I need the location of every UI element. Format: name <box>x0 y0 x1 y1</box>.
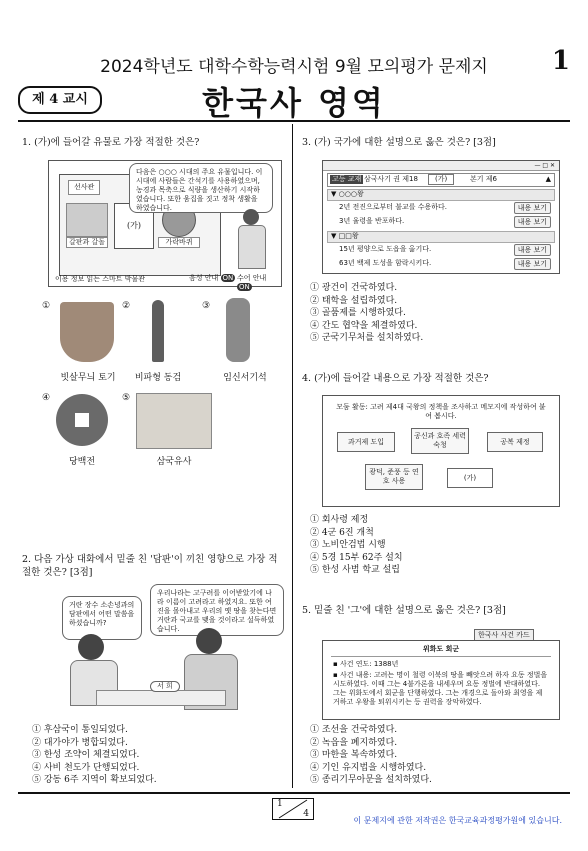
q1-option-4[interactable]: 당백전 <box>68 457 96 467</box>
q5-option-4[interactable]: ④ 기인 유지법을 시행하였다. <box>310 762 427 773</box>
person-head <box>243 209 259 225</box>
q4-option-3[interactable]: ③ 노비안검법 시행 <box>310 540 386 550</box>
copyright-notice: 이 문제지에 관한 저작권은 한국교육과정평가원에 있습니다. <box>353 816 562 825</box>
q4-stem: 4. (가)에 들어갈 내용으로 가장 적절한 것은? <box>302 373 489 384</box>
q1-option-3[interactable]: 임신서기석 <box>223 373 267 383</box>
q1-kiosk <box>48 160 282 291</box>
q1-opt-num-3: ③ <box>202 301 211 311</box>
sign-on-badge: ON <box>239 283 250 291</box>
q3-king2-row2: 63년 백제 도성을 함락시키다. <box>339 259 432 267</box>
q1-item-1 <box>66 203 108 247</box>
q5-stem: 5. 밑줄 친 '그'에 대한 설명으로 옳은 것은? [3점] <box>302 605 506 616</box>
q1-stem: 1. (가)에 들어갈 유물로 가장 적절한 것은? <box>22 137 200 148</box>
q5-option-3[interactable]: ③ 마한을 복속하였다. <box>310 750 398 760</box>
q1-footer-left: 이용 정보 읽는 스마트 박물관 <box>55 275 146 283</box>
q3-breadcrumb: 삼국사기 권 제18 <box>364 175 418 183</box>
q5-option-1[interactable]: ① 조선을 건국하였다. <box>310 725 398 735</box>
view-button[interactable]: 내용 보기 <box>514 202 551 214</box>
q5-card-year: ▪ 사건 연도: 1388년 <box>333 660 399 668</box>
q2-option-1[interactable]: ① 후삼국이 통일되었다. <box>32 725 128 735</box>
q3-option-1[interactable]: ① 광건이 건국하였다. <box>310 283 398 293</box>
q5-card-title: 위화도 회군 <box>422 645 460 653</box>
view-button[interactable]: 내용 보기 <box>514 258 551 270</box>
q3-king2-row1: 15년 평양으로 도읍을 옮기다. <box>339 245 432 253</box>
q2-stem: 2. 다음 가상 대화에서 밑줄 친 '담판'이 끼친 영향으로 가장 적절한 것은? [3점] <box>22 554 278 578</box>
q1-opt-num-4: ④ <box>42 393 51 403</box>
q5-card-body: ▪ 사건 내용: 고려는 명이 철령 이북의 땅을 빼앗으려 하자 요동 정벌을 시도하였다. 이때 그는 4불가론을 내세우며 요동 정벌에 반대하였다. 그는 위화도에서 회군을 단행하였다. 그는 개경으로 돌아와 최영을 제거하고 우왕을 퇴위시키는 등 권력을 장악하였다. <box>333 671 548 706</box>
q4-note-blank: (가) <box>447 468 493 488</box>
header-rule <box>18 120 570 122</box>
q1-guide-person <box>231 209 271 271</box>
q5-card <box>322 640 560 720</box>
seohui-head <box>196 628 222 654</box>
q4-note-2: 공신과 호족 세력 숙청 <box>411 428 469 454</box>
q1-blank-item: (가) <box>114 203 154 249</box>
footer-page-box <box>272 798 314 820</box>
q2-bubble-right: 우리나라는 고구려를 이어받았기에 나라 이름이 고려라고 하였지요. 또한 여진을 몰아내고 우리의 옛 땅을 찾는다면 거란과 국교를 맺을 것이라고 설득하였습니다. <box>150 584 284 636</box>
q3-option-3[interactable]: ③ 골품제를 시행하였다. <box>310 308 406 318</box>
q3-king2: □□왕 <box>338 232 359 240</box>
q4-board <box>322 395 560 507</box>
bronze-dagger-image <box>152 300 164 362</box>
q2-table <box>96 690 226 706</box>
footer-page-current: 1 <box>277 799 283 809</box>
q1-opt-num-1: ① <box>42 301 51 311</box>
imsin-stone-image <box>226 298 250 362</box>
audio-label: 음성 안내 <box>189 274 219 282</box>
view-button[interactable]: 내용 보기 <box>514 244 551 256</box>
column-divider <box>292 124 293 788</box>
window-controls-icon[interactable]: — □ ✕ <box>534 162 555 169</box>
q1-item-label: 가락바퀴 <box>158 237 200 248</box>
subject-title: 한국사 영역 <box>202 84 386 122</box>
q3-option-5[interactable]: ⑤ 군국기무처를 설치하였다. <box>310 333 424 343</box>
coin-hole <box>75 413 89 427</box>
q1-panel-title: 선사관 <box>68 180 100 195</box>
sign-label: 수어 안내 <box>237 274 267 282</box>
q3-app-label: 고등 교재 <box>332 175 362 183</box>
q3-blank: (가) <box>428 174 454 185</box>
grinding-stone-image <box>66 203 108 237</box>
q2-option-2[interactable]: ② 대가야가 병합되었다. <box>32 737 128 748</box>
q5-card-rule <box>331 656 551 657</box>
comb-pottery-image <box>60 302 114 362</box>
q2-bubble-left: 거란 장수 소손녕과의 담판에서 어떤 말씀을 하셨습니까? <box>62 596 142 640</box>
q3-breadcrumb-end: 본기 제6 <box>470 175 497 183</box>
q3-titlebar <box>323 161 559 171</box>
q1-option-5[interactable]: 삼국유사 <box>156 457 192 467</box>
q1-sign-toggle[interactable] <box>237 274 281 292</box>
dangbaekjeon-coin-image <box>56 394 108 446</box>
samguk-yusa-image <box>136 393 212 449</box>
q4-option-5[interactable]: ⑤ 한성 사범 학교 설립 <box>310 565 400 575</box>
q5-option-2[interactable]: ② 녹읍을 폐지하였다. <box>310 737 398 748</box>
slash-icon <box>273 799 313 819</box>
person-body <box>238 225 266 269</box>
audio-on-badge: ON <box>222 274 234 282</box>
view-button[interactable]: 내용 보기 <box>514 216 551 228</box>
footer-page-total: 4 <box>303 809 309 819</box>
q3-stem: 3. (가) 국가에 대한 설명으로 옳은 것은? [3점] <box>302 137 496 148</box>
page-number: 1 <box>551 46 570 76</box>
q2-option-3[interactable]: ③ 한성 조약이 체결되었다. <box>32 750 140 760</box>
collapse-icon[interactable]: ▲ <box>545 175 551 183</box>
q3-options <box>310 282 423 345</box>
q2-nameplate: 서 희 <box>150 681 180 692</box>
q5-options <box>310 724 432 787</box>
q3-king1: ○○○왕 <box>338 190 364 198</box>
q1-guide-bubble: 다음은 ○○○ 시대의 주요 유물입니다. 이 시대에 사람들은 간석기를 사용하였으며, 농경과 목축으로 식량을 생산하기 시작하였습니다. 또한 움집을 짓고 정착 생활을 하였습니다. <box>129 163 273 213</box>
q1-option-2[interactable]: 비파형 동검 <box>134 373 182 383</box>
exam-title: 2024학년도 대학수학능력시험 9월 모의평가 문제지 <box>100 57 488 77</box>
q1-option-1[interactable]: 빗살무늬 토기 <box>60 373 116 383</box>
q5-card-label: 한국사 사건 카드 <box>474 629 534 642</box>
expand-icon: ▼ <box>331 190 337 198</box>
q3-king1-header[interactable] <box>327 189 555 201</box>
q3-king1-row1: 2년 전진으로부터 불교를 수용하다. <box>339 203 448 211</box>
q4-option-4[interactable]: ④ 5경 15부 62주 설치 <box>310 552 403 563</box>
q4-option-2[interactable]: ② 4군 6진 개척 <box>310 527 374 538</box>
q2-options <box>32 724 157 787</box>
q3-option-2[interactable]: ② 태학을 설립하였다. <box>310 295 398 306</box>
q4-note-3: 공복 제정 <box>487 432 543 452</box>
q4-note-4: 광덕, 준풍 등 연호 사용 <box>365 464 423 490</box>
q3-app-window <box>322 160 560 274</box>
session-badge: 제 4 교시 <box>18 86 102 114</box>
q4-note-1: 과거제 도입 <box>337 432 395 452</box>
q1-opt-num-2: ② <box>122 301 131 311</box>
q2-option-4[interactable]: ④ 사비 천도가 단행되었다. <box>32 762 140 773</box>
q1-item-label: 갈판과 갈돌 <box>66 237 108 248</box>
q3-king1-row2: 3년 율령을 반포하다. <box>339 217 405 225</box>
q3-king2-header[interactable] <box>327 231 555 243</box>
q4-activity: 모둠 활동: 고려 제4대 국왕의 정책을 조사하고 메모지에 작성하여 붙여 봅시다. <box>336 403 546 420</box>
q2-option-5[interactable]: ⑤ 강동 6주 지역이 확보되었다. <box>32 775 157 785</box>
q1-opt-num-5: ⑤ <box>122 393 131 403</box>
expand-icon: ▼ <box>331 232 337 240</box>
q3-option-4[interactable]: ④ 간도 협약을 체결하였다. <box>310 320 418 331</box>
footer-rule <box>18 792 570 794</box>
interviewer-head <box>78 634 104 660</box>
q4-options <box>310 514 403 577</box>
q5-option-5[interactable]: ⑤ 종리기무아문을 설치하였다. <box>310 775 432 785</box>
q1-audio-toggle[interactable] <box>189 274 235 283</box>
q3-search-bar[interactable] <box>327 173 555 187</box>
q4-option-1[interactable]: ① 회사령 제정 <box>310 515 369 525</box>
